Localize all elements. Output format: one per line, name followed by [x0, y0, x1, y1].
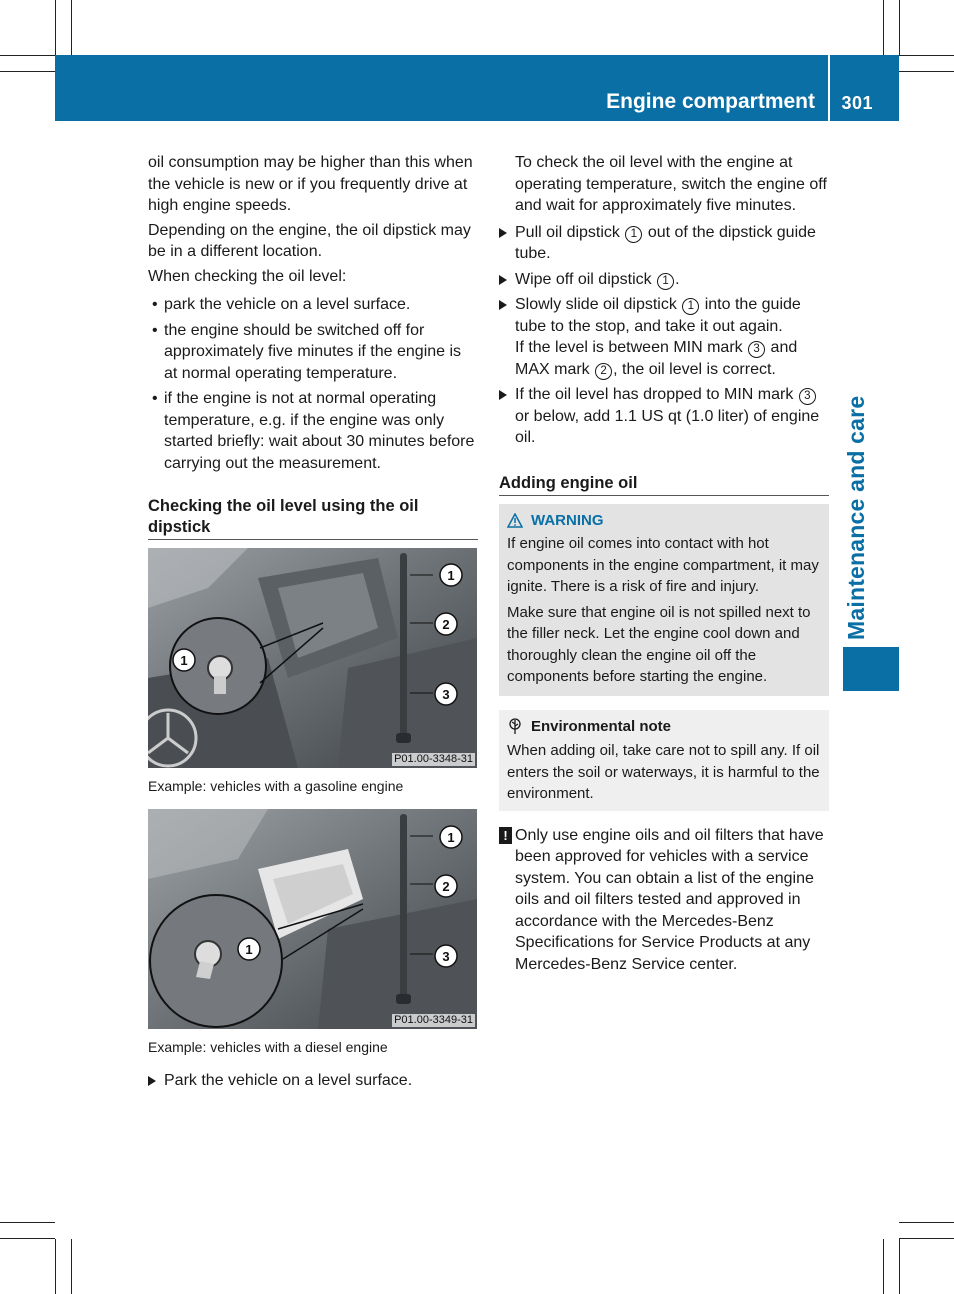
notice-item: ! Only use engine oils and oil filters that have been approved for vehicles with a service system. You can obtain a list of the engine oils and oil filters tested and approved in accordance with the Mercedes-Benz Specifications for Service Products at any Mercedes-Benz Service center.	[499, 825, 829, 976]
step-item: Slowly slide oil dipstick 1 into the guide tube to the stop, and take it out again. If the level is between MIN mark 3 and MAX mark 2 , the oil level is correct.	[499, 294, 829, 380]
step-item: If the oil level has dropped to MIN mark 3 or below, add 1.1 US qt (1.0 liter) of engine oil.	[499, 384, 829, 449]
callout-ref: 3	[799, 388, 816, 405]
crop-mark	[0, 1238, 55, 1239]
crop-mark	[883, 1239, 884, 1294]
crop-mark	[899, 0, 900, 55]
warning-box	[499, 504, 829, 696]
paragraph: When checking the oil level:	[148, 267, 347, 285]
callout-ref: 3	[748, 341, 765, 358]
engine-illustration	[148, 548, 477, 768]
section-heading: Checking the oil level using the oil dipstick	[148, 496, 478, 540]
engine-photo-gasoline	[148, 548, 477, 768]
crop-mark	[883, 0, 884, 55]
callout-2: 2	[442, 617, 450, 632]
callout-ref: 1	[625, 226, 642, 243]
engine-photo-diesel	[148, 809, 477, 1029]
chapter-tab-label: Maintenance and care	[843, 395, 869, 640]
exclamation-icon: !	[499, 827, 512, 844]
environmental-note-header: Environmental note	[507, 716, 821, 738]
crop-mark	[899, 1239, 900, 1294]
environmental-note-box	[499, 710, 829, 811]
section-heading: Adding engine oil	[499, 473, 829, 496]
step-arrow-icon	[148, 1076, 156, 1086]
step-arrow-icon	[499, 228, 507, 238]
crop-mark	[0, 71, 55, 72]
warning-triangle-icon	[507, 513, 523, 528]
header-bar	[55, 55, 899, 121]
figure-code: P01.00-3349-31	[394, 1014, 473, 1026]
step-arrow-icon	[499, 390, 507, 400]
paragraph: Depending on the engine, the oil dipstick may be in a different location.	[148, 221, 471, 260]
bullet-item: • park the vehicle on a level surface.	[152, 296, 411, 313]
callout-2: 2	[442, 879, 450, 894]
figure-caption: Example: vehicles with a gasoline engine	[148, 778, 404, 794]
callout-1: 1	[447, 568, 455, 583]
crop-mark	[899, 55, 954, 56]
paragraph: To check the oil level with the engine at operating temperature, switch the engine off and wait for approximately five minutes.	[515, 154, 827, 214]
step-arrow-icon	[499, 275, 507, 285]
callout-ref: 2	[595, 363, 612, 380]
crop-mark	[71, 0, 72, 55]
crop-mark	[899, 1238, 954, 1239]
step-item: Wipe off oil dipstick 1 .	[499, 269, 829, 291]
environmental-note-text: When adding oil, take care not to spill any. If oil enters the soil or waterways, it is harmful to the environment.	[507, 742, 820, 802]
crop-mark	[0, 1222, 55, 1223]
leaf-icon	[507, 717, 523, 735]
header-divider	[828, 55, 830, 121]
warning-text: If engine oil comes into contact with hot components in the engine compartment, it may ignite. There is a risk of fire and injury.	[507, 535, 819, 595]
left-column	[148, 152, 478, 1096]
paragraph: oil consumption may be higher than this when the vehicle is new or if you frequently drive at high engine speeds.	[148, 154, 473, 214]
page-number: 301	[841, 93, 873, 113]
warning-text: Make sure that engine oil is not spilled next to the filler neck. Let the engine cool down and thoroughly clean the engine oil off the components before starting the engine.	[507, 603, 811, 685]
chapter-tab-marker	[843, 647, 899, 691]
engine-illustration	[148, 809, 477, 1029]
crop-mark	[71, 1239, 72, 1294]
figure-code: P01.00-3348-31	[394, 753, 473, 765]
callout-3: 3	[442, 687, 450, 702]
crop-mark	[899, 1222, 954, 1223]
warning-header: WARNING	[507, 510, 821, 532]
callout-1: 1	[447, 830, 455, 845]
crop-mark	[0, 55, 55, 56]
crop-mark	[55, 1239, 56, 1294]
step-arrow-icon	[499, 300, 507, 310]
callout-3: 3	[442, 949, 450, 964]
right-column	[499, 152, 829, 975]
bullet-item: • if the engine is not at normal operating temperature, e.g. if the engine was only started briefly: wait about 30 minutes before carrying out the measurement.	[152, 390, 475, 472]
step-item: Park the vehicle on a level surface.	[148, 1070, 478, 1092]
step-item: Pull oil dipstick 1 out of the dipstick guide tube.	[499, 222, 829, 265]
bullet-item: • the engine should be switched off for approximately five minutes if the engine is at normal operating temperature.	[152, 321, 462, 382]
figure-caption: Example: vehicles with a diesel engine	[148, 1039, 388, 1055]
crop-mark	[55, 0, 56, 55]
callout-ref: 1	[682, 298, 699, 315]
callout-ref: 1	[657, 273, 674, 290]
section-title: Engine compartment	[606, 90, 815, 113]
callout-1: 1	[180, 653, 188, 668]
crop-mark	[899, 71, 954, 72]
callout-1: 1	[245, 942, 253, 957]
